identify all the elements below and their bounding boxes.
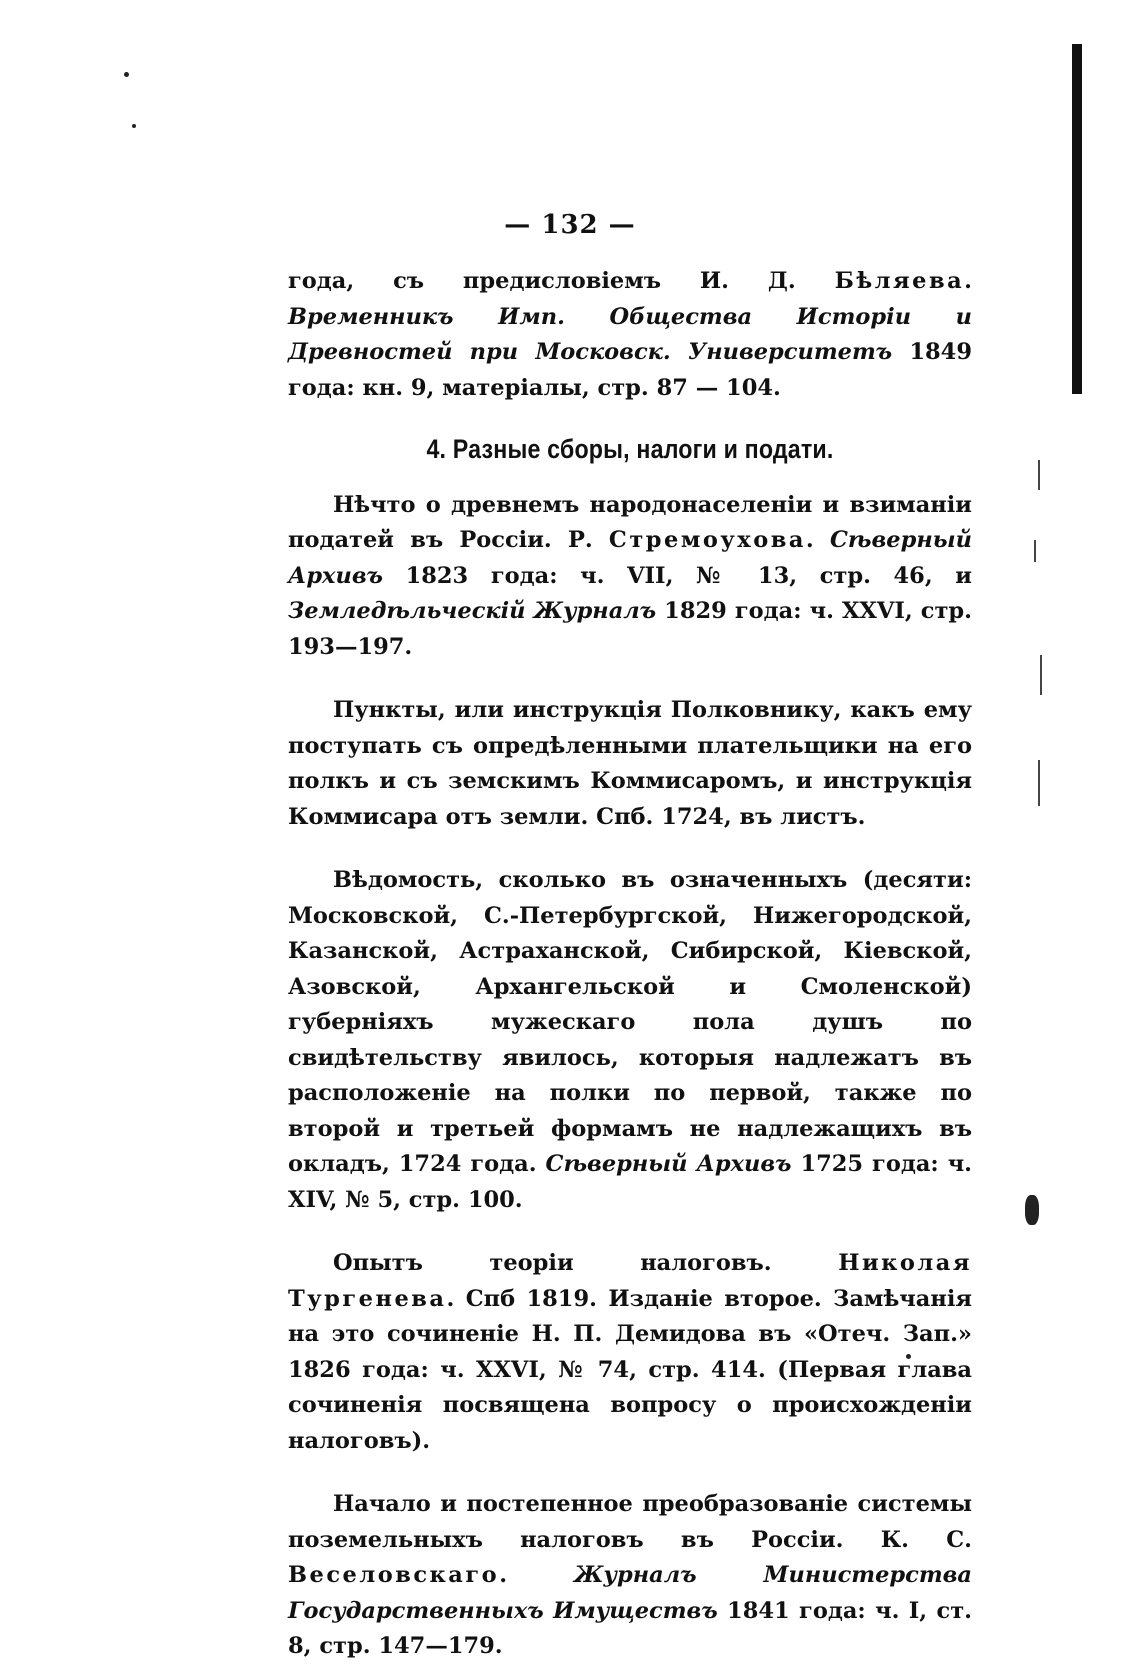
scan-edge-mark (1038, 760, 1040, 806)
bibliography-entry (288, 1487, 972, 1665)
scan-edge-mark (1038, 460, 1040, 490)
scan-speck (1025, 1195, 1039, 1225)
scan-speck (124, 72, 129, 77)
author-name: Бѣляева (834, 268, 965, 294)
journal-title: Земледѣльческій Журналъ (288, 598, 657, 624)
entry-text: Вѣдомость, сколько въ означенныхъ (десяти: Московской, С.-Петербургской, Нижегородской, Казанской, Астраханской, Сибирской, Кіевской, Азовской, Архангельской и Смоленской) губерніяхъ мужескаго пола душъ по свидѣтельству явилось, которыя надлежатъ въ расположеніе на полки по первой, также по второй и третьей формамъ не надлежащихъ въ окладъ, 1724 года. Сѣверный Архивъ 1725 года: ч. XIV, № 5, стр. 100. (288, 867, 972, 1213)
entry-text: Нѣчто о древнемъ народонаселеніи и взиманіи податей въ Россіи. Р. Стремоухова. Сѣверный Архивъ 1823 года: ч. VII, № 13, стр. 46, и Земледѣльческій Журналъ 1829 года: ч. XXVI, стр. 193—197. (288, 491, 972, 660)
journal-title: Сѣверный Архивъ (288, 527, 972, 589)
bibliography-entry (288, 1246, 972, 1459)
entry-text: года, съ предисловіемъ И. Д. Бѣляева. Временникъ Имп. Общества Исторіи и Древностей при Московск. Университетъ 1849 года: кн. 9, матеріалы, стр. 87 — 104. (288, 268, 972, 401)
journal-title: Временникъ Имп. Общества Исторіи и Древностей при Московск. Университетъ (288, 303, 972, 365)
scan-speck (132, 124, 136, 128)
entry-text: Начало и постепенное преобразованіе системы поземельныхъ налоговъ въ Россіи. К. С. Веселовскаго. Журналъ Министерства Государственныхъ Имуществъ 1841 года: ч. I, ст. 8, стр. 147—179. (288, 1491, 972, 1659)
journal-title: Журналъ Министерства Государственныхъ Имуществъ (288, 1562, 972, 1624)
author-name: Николая Тургенева (288, 1250, 972, 1312)
author-name: Веселовскаго (288, 1562, 500, 1588)
entry-text: Опытъ теоріи налоговъ. Николая Тургенева. Спб 1819. Изданіе второе. Замѣчанія на это сочиненіе Н. П. Демидова въ «Отеч. Зап.» 1826 года: ч. XXVI, № 74, стр. 414. (Первая глава сочиненія посвящена вопросу о происхожденіи налоговъ). (288, 1250, 972, 1454)
scan-edge-mark (1040, 655, 1042, 695)
bibliography-entry (288, 488, 972, 666)
continued-entry (288, 264, 972, 406)
bibliography-entry (288, 693, 972, 835)
bibliography-entry (288, 863, 972, 1218)
page-number: — 132 — (504, 210, 636, 240)
page-body (288, 264, 972, 1665)
journal-title: Сѣверный Архивъ (545, 1151, 792, 1177)
section-heading: 4. Разные сборы, налоги и подати. (426, 434, 834, 464)
entry-text: Пункты, или инструкція Полковнику, какъ ему поступать съ опредѣленными плательщики на его полкъ и съ земскимъ Коммисаромъ, и инструкція Коммисара отъ земли. Спб. 1724, въ листъ. (288, 697, 972, 830)
scan-edge-mark (1034, 540, 1036, 562)
author-name: Стремоухова (608, 527, 806, 553)
